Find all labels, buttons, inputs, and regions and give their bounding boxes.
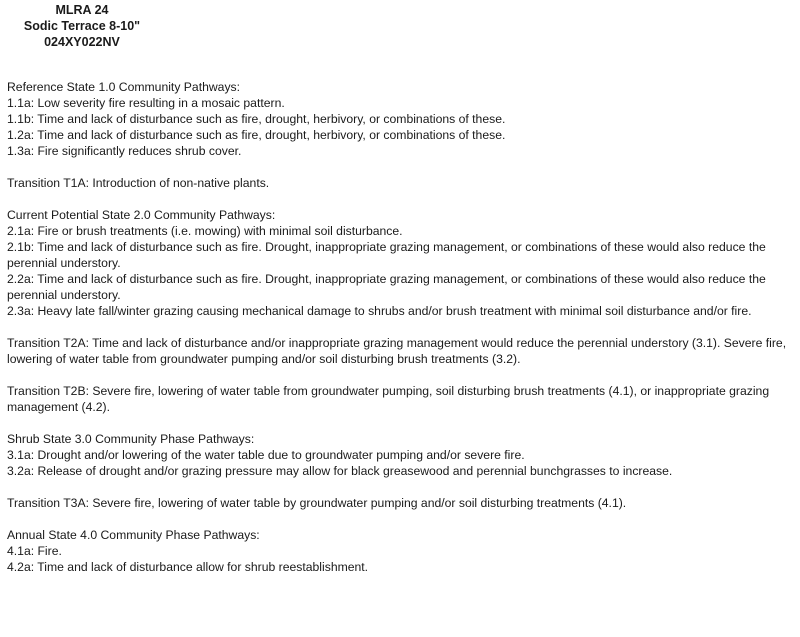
section-transition-t2a <box>7 335 793 367</box>
site-id: 024XY022NV <box>44 35 120 49</box>
pathway-line: 1.1b: Time and lack of disturbance such as fire, drought, herbivory, or combinations of these. <box>7 112 506 126</box>
pathway-line: 3.1a: Drought and/or lowering of the water table due to groundwater pumping and/or severe fire. <box>7 448 525 462</box>
section-transition-t2b <box>7 383 793 415</box>
section-heading: Shrub State 3.0 Community Phase Pathways: <box>7 432 255 446</box>
section-current-potential-state <box>7 207 793 319</box>
pathway-line: 1.2a: Time and lack of disturbance such as fire, drought, herbivory, or combinations of these. <box>7 128 506 142</box>
pathway-line: 2.3a: Heavy late fall/winter grazing causing mechanical damage to shrubs and/or brush treatment with minimal soil disturbance and/or fire. <box>7 304 752 318</box>
transition-line: Transition T2B: Severe fire, lowering of water table from groundwater pumping, soil disturbing brush treatments (4.1), or inappropriate grazing management (4.2). <box>7 384 770 414</box>
section-heading: Annual State 4.0 Community Phase Pathways: <box>7 528 260 542</box>
pathway-line: 3.2a: Release of drought and/or grazing pressure may allow for black greasewood and perennial bunchgrasses to increase. <box>7 464 673 478</box>
pathway-line: 4.2a: Time and lack of disturbance allow for shrub reestablishment. <box>7 560 369 574</box>
section-reference-state <box>7 79 793 159</box>
transition-line: Transition T1A: Introduction of non-native plants. <box>7 176 270 190</box>
mlra-title: MLRA 24 <box>55 3 109 17</box>
transition-line: Transition T3A: Severe fire, lowering of water table by groundwater pumping and/or soil disturbing treatments (4.1). <box>7 496 627 510</box>
site-name: Sodic Terrace 8-10" <box>23 19 141 33</box>
section-shrub-state <box>7 431 793 479</box>
section-transition-t3a <box>7 495 793 511</box>
pathway-line: 4.1a: Fire. <box>7 544 62 558</box>
section-annual-state <box>7 527 793 575</box>
pathway-line: 1.3a: Fire significantly reduces shrub cover. <box>7 144 242 158</box>
pathway-content <box>7 79 793 575</box>
pathway-line: 2.1b: Time and lack of disturbance such as fire. Drought, inappropriate grazing management, or combinations of these would also reduce the perennial understory. <box>7 240 766 270</box>
pathway-line: 2.2a: Time and lack of disturbance such as fire. Drought, inappropriate grazing management, or combinations of these would also reduce the perennial understory. <box>7 272 766 302</box>
section-heading: Reference State 1.0 Community Pathways: <box>7 80 241 94</box>
section-transition-t1a <box>7 175 793 191</box>
pathway-line: 1.1a: Low severity fire resulting in a mosaic pattern. <box>7 96 285 110</box>
pathway-line: 2.1a: Fire or brush treatments (i.e. mowing) with minimal soil disturbance. <box>7 224 403 238</box>
document-header <box>0 2 164 50</box>
section-heading: Current Potential State 2.0 Community Pathways: <box>7 208 276 222</box>
transition-line: Transition T2A: Time and lack of disturbance and/or inappropriate grazing management would reduce the perennial understory (3.1). Severe fire, lowering of water table from groundwater pumping and/or soil disturbing brush treatments (3.2). <box>7 336 787 366</box>
